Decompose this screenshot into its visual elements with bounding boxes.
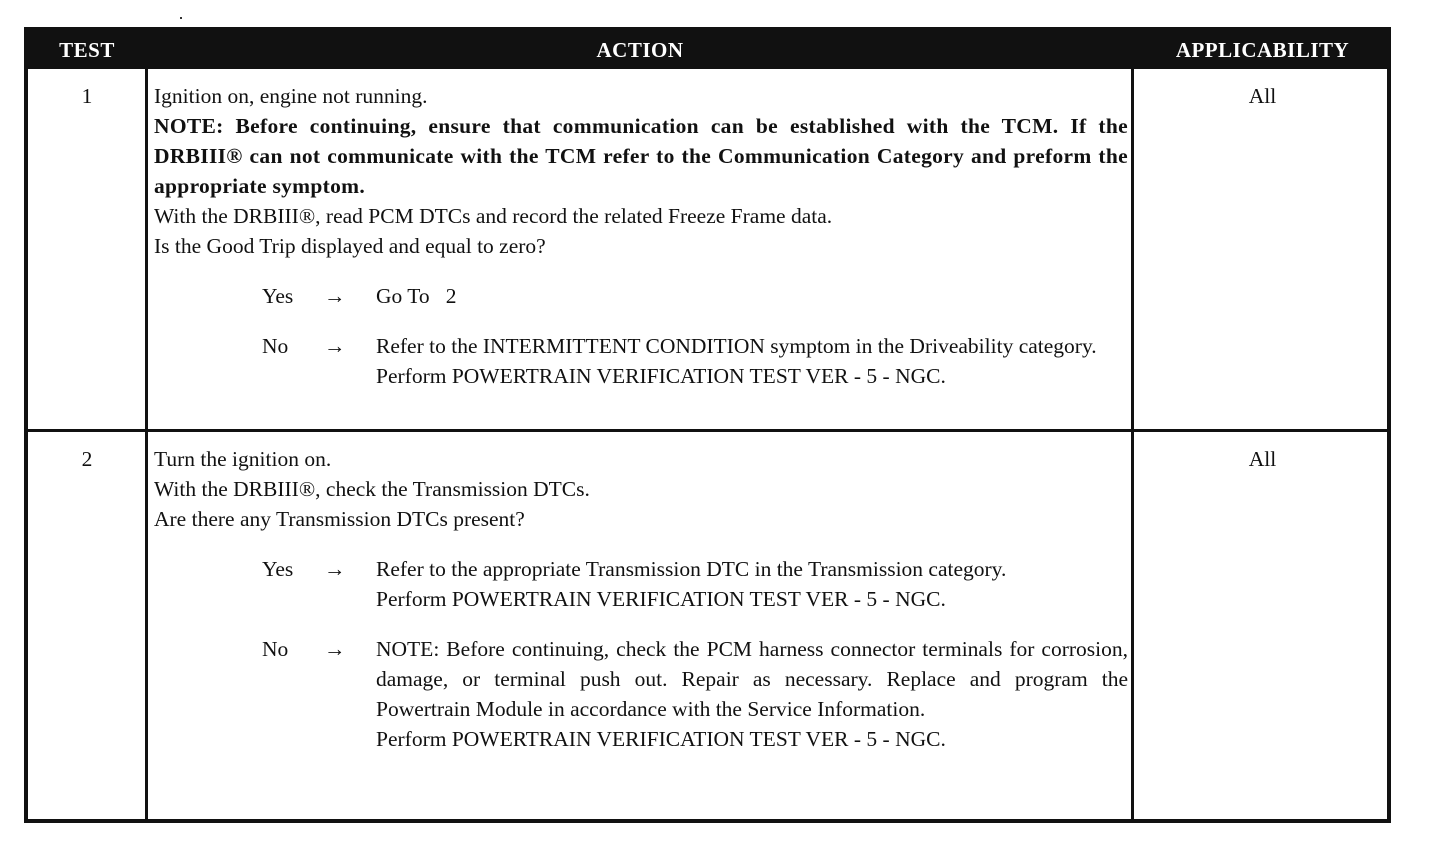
action-note: NOTE: Before continuing, ensure that communication can be established with the TCM. If the DRBIII® can not communicate with the TCM refer to the Communication Category and preform the appropriate symptom.	[154, 114, 1128, 198]
header-applicability: APPLICABILITY	[1175, 38, 1350, 62]
yes-branch	[154, 554, 1128, 614]
yes-text-verification: Perform POWERTRAIN VERIFICATION TEST VER - 5 - NGC.	[376, 587, 946, 611]
row-2-test-number: 2	[81, 447, 93, 471]
row-2-applicability: All	[1248, 447, 1277, 471]
header-action: ACTION	[596, 38, 684, 62]
action-line: Ignition on, engine not running.	[154, 84, 428, 108]
no-branch	[154, 331, 1128, 391]
action-line: Is the Good Trip displayed and equal to zero?	[154, 234, 546, 258]
no-branch	[154, 634, 1128, 754]
arrow-icon: →	[324, 284, 346, 308]
arrow-icon: →	[324, 557, 346, 581]
action-line: With the DRBIII®, read PCM DTCs and record the related Freeze Frame data.	[154, 204, 833, 228]
action-line: With the DRBIII®, check the Transmission DTCs.	[154, 477, 590, 501]
yes-text: Go To 2	[376, 284, 457, 308]
row-divider	[28, 429, 1387, 432]
arrow-icon: →	[324, 334, 346, 358]
stray-mark	[180, 17, 182, 19]
action-line: Turn the ignition on.	[154, 447, 332, 471]
no-label: No	[262, 637, 289, 661]
action-line: Are there any Transmission DTCs present?	[154, 507, 525, 531]
row-1-action	[154, 81, 1128, 391]
no-text: NOTE: Before continuing, check the PCM harness connector terminals for corrosion, damage, or terminal push out. Repair as necessary. Replace and program the Powertrain Module in accordance with the Service Information.	[376, 637, 1128, 721]
no-text-verification: Perform POWERTRAIN VERIFICATION TEST VER - 5 - NGC.	[376, 727, 946, 751]
header-test: TEST	[59, 38, 115, 62]
yes-branch	[154, 281, 1128, 311]
yes-label: Yes	[262, 284, 294, 308]
row-2-action	[154, 444, 1128, 754]
no-text: Refer to the INTERMITTENT CONDITION symptom in the Driveability category.	[376, 334, 1097, 358]
table-header	[28, 31, 1387, 69]
arrow-icon: →	[324, 637, 346, 661]
row-1-applicability: All	[1248, 84, 1277, 108]
no-text-verification: Perform POWERTRAIN VERIFICATION TEST VER - 5 - NGC.	[376, 364, 946, 388]
yes-text: Refer to the appropriate Transmission DTC in the Transmission category.	[376, 557, 1007, 581]
yes-label: Yes	[262, 557, 294, 581]
row-1-test-number: 1	[81, 84, 93, 108]
diagnostic-test-table	[24, 27, 1391, 823]
no-label: No	[262, 334, 289, 358]
